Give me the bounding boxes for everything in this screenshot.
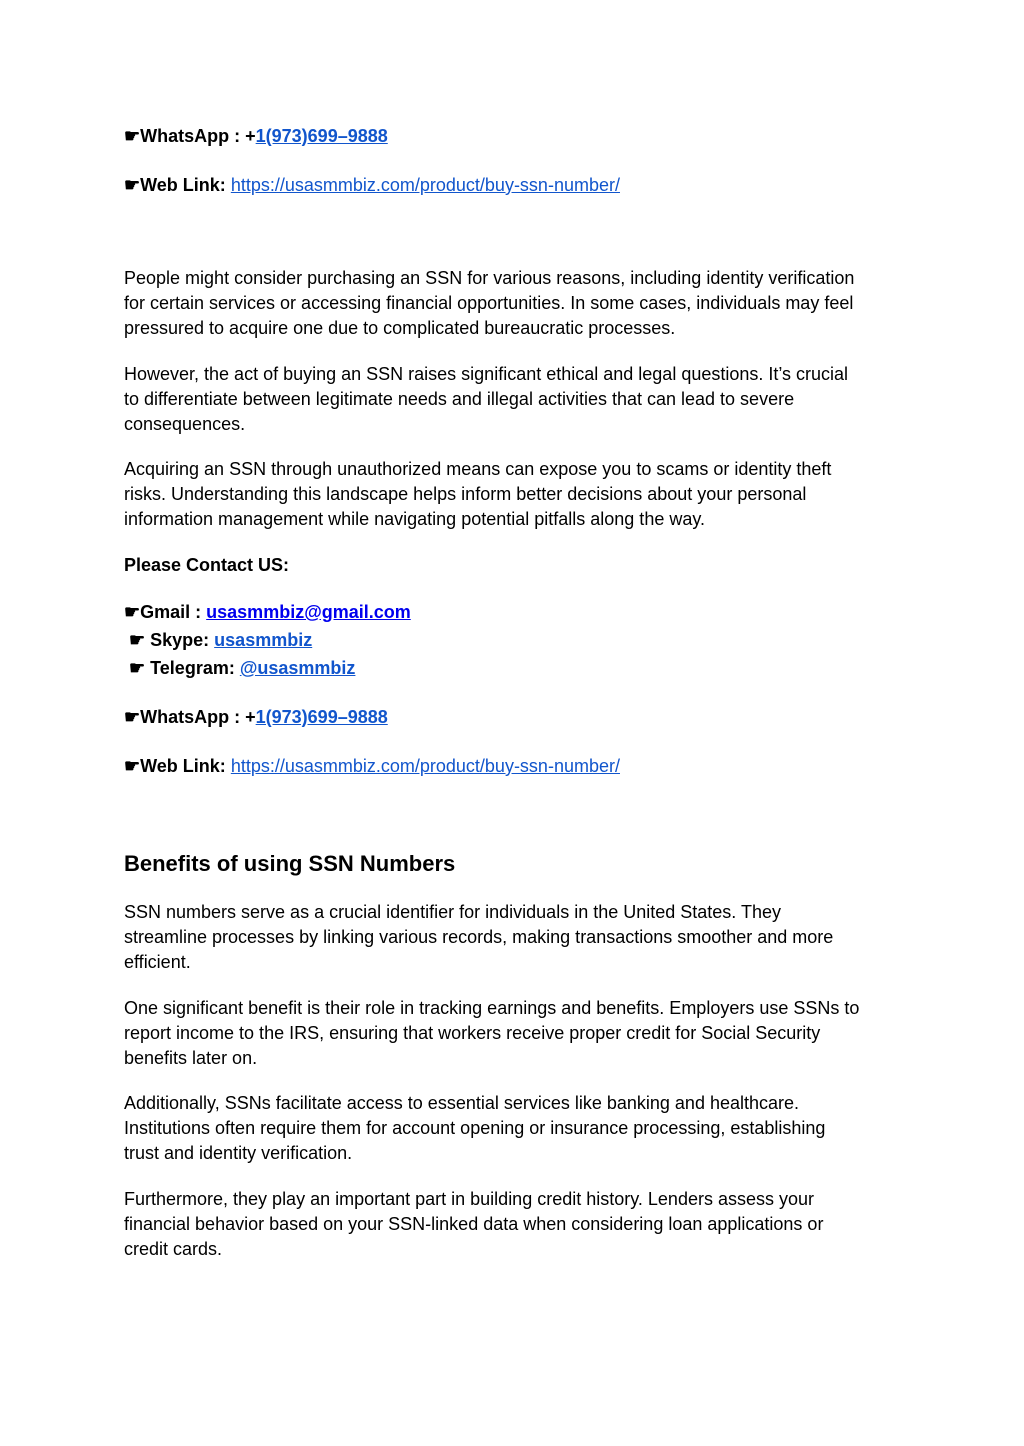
telegram-link[interactable]: @usasmmbiz [239, 658, 356, 678]
benefits-paragraph-3 [124, 1091, 904, 1166]
paragraph-line: One significant benefit is their role in tracking earnings and benefits. Employers use SSNs to [124, 998, 860, 1018]
paragraph-line: efficient. [124, 952, 191, 972]
telegram-line [124, 656, 355, 681]
intro-paragraph-2 [124, 362, 904, 437]
contact-heading: Please Contact US: [124, 555, 290, 575]
benefits-paragraph-2 [124, 996, 904, 1071]
weblink-label: ☛Web Link: [124, 756, 226, 776]
weblink-line [124, 754, 620, 779]
skype-line [124, 628, 312, 653]
intro-paragraph-1 [124, 266, 904, 341]
paragraph-line: pressured to acquire one due to complicated bureaucratic processes. [124, 318, 676, 338]
intro-paragraph-3 [124, 457, 904, 532]
paragraph-line: Additionally, SSNs facilitate access to essential services like banking and healthcare. [124, 1093, 800, 1113]
paragraph-line: report income to the IRS, ensuring that workers receive proper credit for Social Security [124, 1023, 821, 1043]
paragraph-line: Institutions often require them for account opening or insurance processing, establishing [124, 1118, 826, 1138]
paragraph-line: trust and identity verification. [124, 1143, 353, 1163]
paragraph-line: for certain services or accessing financial opportunities. In some cases, individuals may feel [124, 293, 854, 313]
weblink-link[interactable]: https://usasmmbiz.com/product/buy-ssn-number/ [230, 756, 620, 776]
whatsapp-line [124, 705, 388, 730]
telegram-label: ☛ Telegram: [129, 658, 240, 678]
gmail-link[interactable]: usasmmbiz@gmail.com [206, 602, 411, 622]
section-heading: Benefits of using SSN Numbers [124, 851, 456, 876]
paragraph-line: to differentiate between legitimate needs and illegal activities that can lead to severe [124, 389, 795, 409]
paragraph-line: consequences. [124, 414, 246, 434]
paragraph-line: credit cards. [124, 1239, 223, 1259]
paragraph-line: However, the act of buying an SSN raises significant ethical and legal questions. It’s crucial [124, 364, 849, 384]
whatsapp-link[interactable]: 1(973)699–9888 [255, 707, 388, 727]
skype-link[interactable]: usasmmbiz [214, 630, 313, 650]
gmail-label: ☛Gmail : [124, 602, 207, 622]
paragraph-line: benefits later on. [124, 1048, 258, 1068]
paragraph-line: People might consider purchasing an SSN for various reasons, including identity verification [124, 268, 855, 288]
top-whatsapp-line [124, 124, 388, 149]
whatsapp-label: ☛WhatsApp : + [124, 707, 256, 727]
skype-label: ☛ Skype: [129, 630, 215, 650]
top-whatsapp-link[interactable]: 1(973)699–9888 [255, 126, 388, 146]
benefits-paragraph-1 [124, 900, 904, 975]
top-weblink-label: ☛Web Link: [124, 175, 226, 195]
paragraph-line: Acquiring an SSN through unauthorized means can expose you to scams or identity theft [124, 459, 832, 479]
top-weblink-link[interactable]: https://usasmmbiz.com/product/buy-ssn-number/ [230, 175, 620, 195]
paragraph-line: streamline processes by linking various records, making transactions smoother and more [124, 927, 834, 947]
paragraph-line: SSN numbers serve as a crucial identifier for individuals in the United States. They [124, 902, 781, 922]
paragraph-line: Furthermore, they play an important part in building credit history. Lenders assess your [124, 1189, 814, 1209]
paragraph-line: risks. Understanding this landscape helps inform better decisions about your personal [124, 484, 807, 504]
benefits-paragraph-4 [124, 1187, 904, 1262]
paragraph-line: financial behavior based on your SSN-linked data when considering loan applications or [124, 1214, 824, 1234]
top-weblink-line [124, 173, 620, 198]
top-whatsapp-label: ☛WhatsApp : + [124, 126, 256, 146]
paragraph-line: information management while navigating potential pitfalls along the way. [124, 509, 706, 529]
gmail-line [124, 600, 411, 625]
